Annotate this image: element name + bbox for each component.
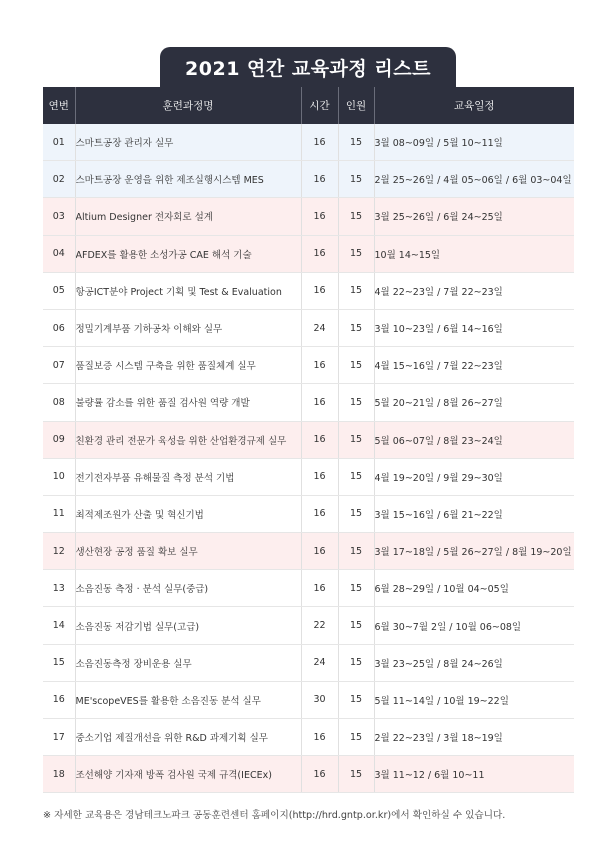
cell-capacity: 15 [338,309,374,346]
cell-no: 17 [43,719,75,756]
cell-hours: 16 [301,124,338,161]
header-hours: 시간 [301,87,338,124]
cell-course-name: 정밀기계부품 기하공차 이해와 실무 [75,309,301,346]
cell-course-name: 항공ICT분야 Project 기획 및 Test & Evaluation [75,272,301,309]
cell-schedule: 2월 25~26일 / 4월 05~06일 / 6월 03~04일 [374,161,574,198]
footnote: ※ 자세한 교육용은 경남테크노파크 공동훈련센터 홈페이지(http://hrd.gntp.or.kr)에서 확인하실 수 있습니다. [43,810,506,821]
cell-hours: 16 [301,719,338,756]
table-row [43,235,574,272]
cell-schedule: 5월 20~21일 / 8월 26~27일 [374,384,574,421]
cell-capacity: 15 [338,235,374,272]
table-row [43,719,574,756]
cell-capacity: 15 [338,421,374,458]
cell-course-name: 생산현장 공정 품질 확보 실무 [75,533,301,570]
table-row [43,198,574,235]
cell-schedule: 6월 28~29일 / 10월 04~05일 [374,570,574,607]
cell-schedule: 10월 14~15일 [374,235,574,272]
cell-course-name: 소음진동측정 장비운용 실무 [75,644,301,681]
cell-no: 02 [43,161,75,198]
cell-capacity: 15 [338,533,374,570]
cell-capacity: 15 [338,756,374,793]
cell-capacity: 15 [338,681,374,718]
cell-schedule: 6월 30~7월 2일 / 10월 06~08일 [374,607,574,644]
cell-no: 13 [43,570,75,607]
table-row [43,533,574,570]
cell-schedule: 4월 19~20일 / 9월 29~30일 [374,458,574,495]
cell-course-name: 전기전자부품 유해물질 측정 분석 기법 [75,458,301,495]
table-row [43,124,574,161]
table-body [43,124,574,793]
cell-course-name: 불량률 감소를 위한 품질 검사원 역량 개발 [75,384,301,421]
cell-no: 18 [43,756,75,793]
cell-hours: 16 [301,198,338,235]
cell-schedule: 3월 25~26일 / 6월 24~25일 [374,198,574,235]
cell-no: 11 [43,495,75,532]
cell-course-name: 조선해양 기자재 방폭 검사원 국제 규격(IECEx) [75,756,301,793]
table-row [43,347,574,384]
header-no: 연번 [43,87,75,124]
cell-course-name: 스마트공장 관리자 실무 [75,124,301,161]
header-schedule: 교육일정 [374,87,574,124]
cell-course-name: 스마트공장 운영을 위한 제조실행시스템 MES [75,161,301,198]
cell-schedule: 3월 08~09일 / 5월 10~11일 [374,124,574,161]
cell-hours: 30 [301,681,338,718]
cell-hours: 16 [301,347,338,384]
cell-course-name: 소음진동 저감기법 실무(고급) [75,607,301,644]
cell-no: 05 [43,272,75,309]
cell-capacity: 15 [338,272,374,309]
cell-hours: 16 [301,272,338,309]
cell-course-name: 품질보증 시스템 구축을 위한 품질체계 실무 [75,347,301,384]
cell-course-name: 소음진동 측정 · 분석 실무(중급) [75,570,301,607]
cell-schedule: 4월 22~23일 / 7월 22~23일 [374,272,574,309]
table-row [43,161,574,198]
table-header-row [43,87,574,124]
page-title: 2021 연간 교육과정 리스트 [160,47,456,87]
cell-capacity: 15 [338,719,374,756]
cell-no: 14 [43,607,75,644]
cell-course-name: Altium Designer 전자회로 설계 [75,198,301,235]
cell-capacity: 15 [338,161,374,198]
table-row [43,384,574,421]
cell-no: 07 [43,347,75,384]
cell-hours: 16 [301,756,338,793]
cell-no: 10 [43,458,75,495]
table-row [43,421,574,458]
cell-schedule: 5월 06~07일 / 8월 23~24일 [374,421,574,458]
cell-capacity: 15 [338,570,374,607]
cell-hours: 16 [301,495,338,532]
table-row [43,570,574,607]
cell-hours: 16 [301,458,338,495]
cell-course-name: 친환경 관리 전문가 육성을 위한 산업환경규제 실무 [75,421,301,458]
table-row [43,756,574,793]
cell-capacity: 15 [338,607,374,644]
cell-hours: 16 [301,161,338,198]
cell-course-name: 최적제조원가 산출 및 혁신기법 [75,495,301,532]
cell-capacity: 15 [338,644,374,681]
cell-capacity: 15 [338,458,374,495]
cell-capacity: 15 [338,384,374,421]
cell-course-name: 중소기업 제질개선을 위한 R&D 과제기획 실무 [75,719,301,756]
cell-schedule: 3월 15~16일 / 6월 21~22일 [374,495,574,532]
header-name: 훈련과정명 [75,87,301,124]
cell-no: 06 [43,309,75,346]
cell-hours: 24 [301,309,338,346]
table-row [43,309,574,346]
table-row [43,272,574,309]
cell-course-name: ME'scopeVES를 활용한 소음진동 분석 실무 [75,681,301,718]
cell-hours: 16 [301,533,338,570]
cell-hours: 24 [301,644,338,681]
table-row [43,681,574,718]
cell-hours: 16 [301,384,338,421]
cell-capacity: 15 [338,124,374,161]
table-row [43,495,574,532]
cell-schedule: 3월 11~12 / 6월 10~11 [374,756,574,793]
cell-no: 03 [43,198,75,235]
cell-no: 01 [43,124,75,161]
cell-no: 08 [43,384,75,421]
cell-hours: 22 [301,607,338,644]
cell-capacity: 15 [338,198,374,235]
cell-hours: 16 [301,235,338,272]
cell-capacity: 15 [338,347,374,384]
cell-hours: 16 [301,570,338,607]
cell-schedule: 4월 15~16일 / 7월 22~23일 [374,347,574,384]
course-table [43,87,574,793]
cell-no: 16 [43,681,75,718]
table-row [43,458,574,495]
cell-hours: 16 [301,421,338,458]
cell-schedule: 3월 23~25일 / 8월 24~26일 [374,644,574,681]
cell-capacity: 15 [338,495,374,532]
cell-no: 04 [43,235,75,272]
table-row [43,607,574,644]
cell-no: 15 [43,644,75,681]
cell-course-name: AFDEX를 활용한 소성가공 CAE 해석 기술 [75,235,301,272]
cell-no: 09 [43,421,75,458]
cell-no: 12 [43,533,75,570]
cell-schedule: 3월 17~18일 / 5월 26~27일 / 8월 19~20일 [374,533,574,570]
header-capacity: 인원 [338,87,374,124]
cell-schedule: 2월 22~23일 / 3월 18~19일 [374,719,574,756]
table-row [43,644,574,681]
cell-schedule: 3월 10~23일 / 6월 14~16일 [374,309,574,346]
cell-schedule: 5월 11~14일 / 10월 19~22일 [374,681,574,718]
